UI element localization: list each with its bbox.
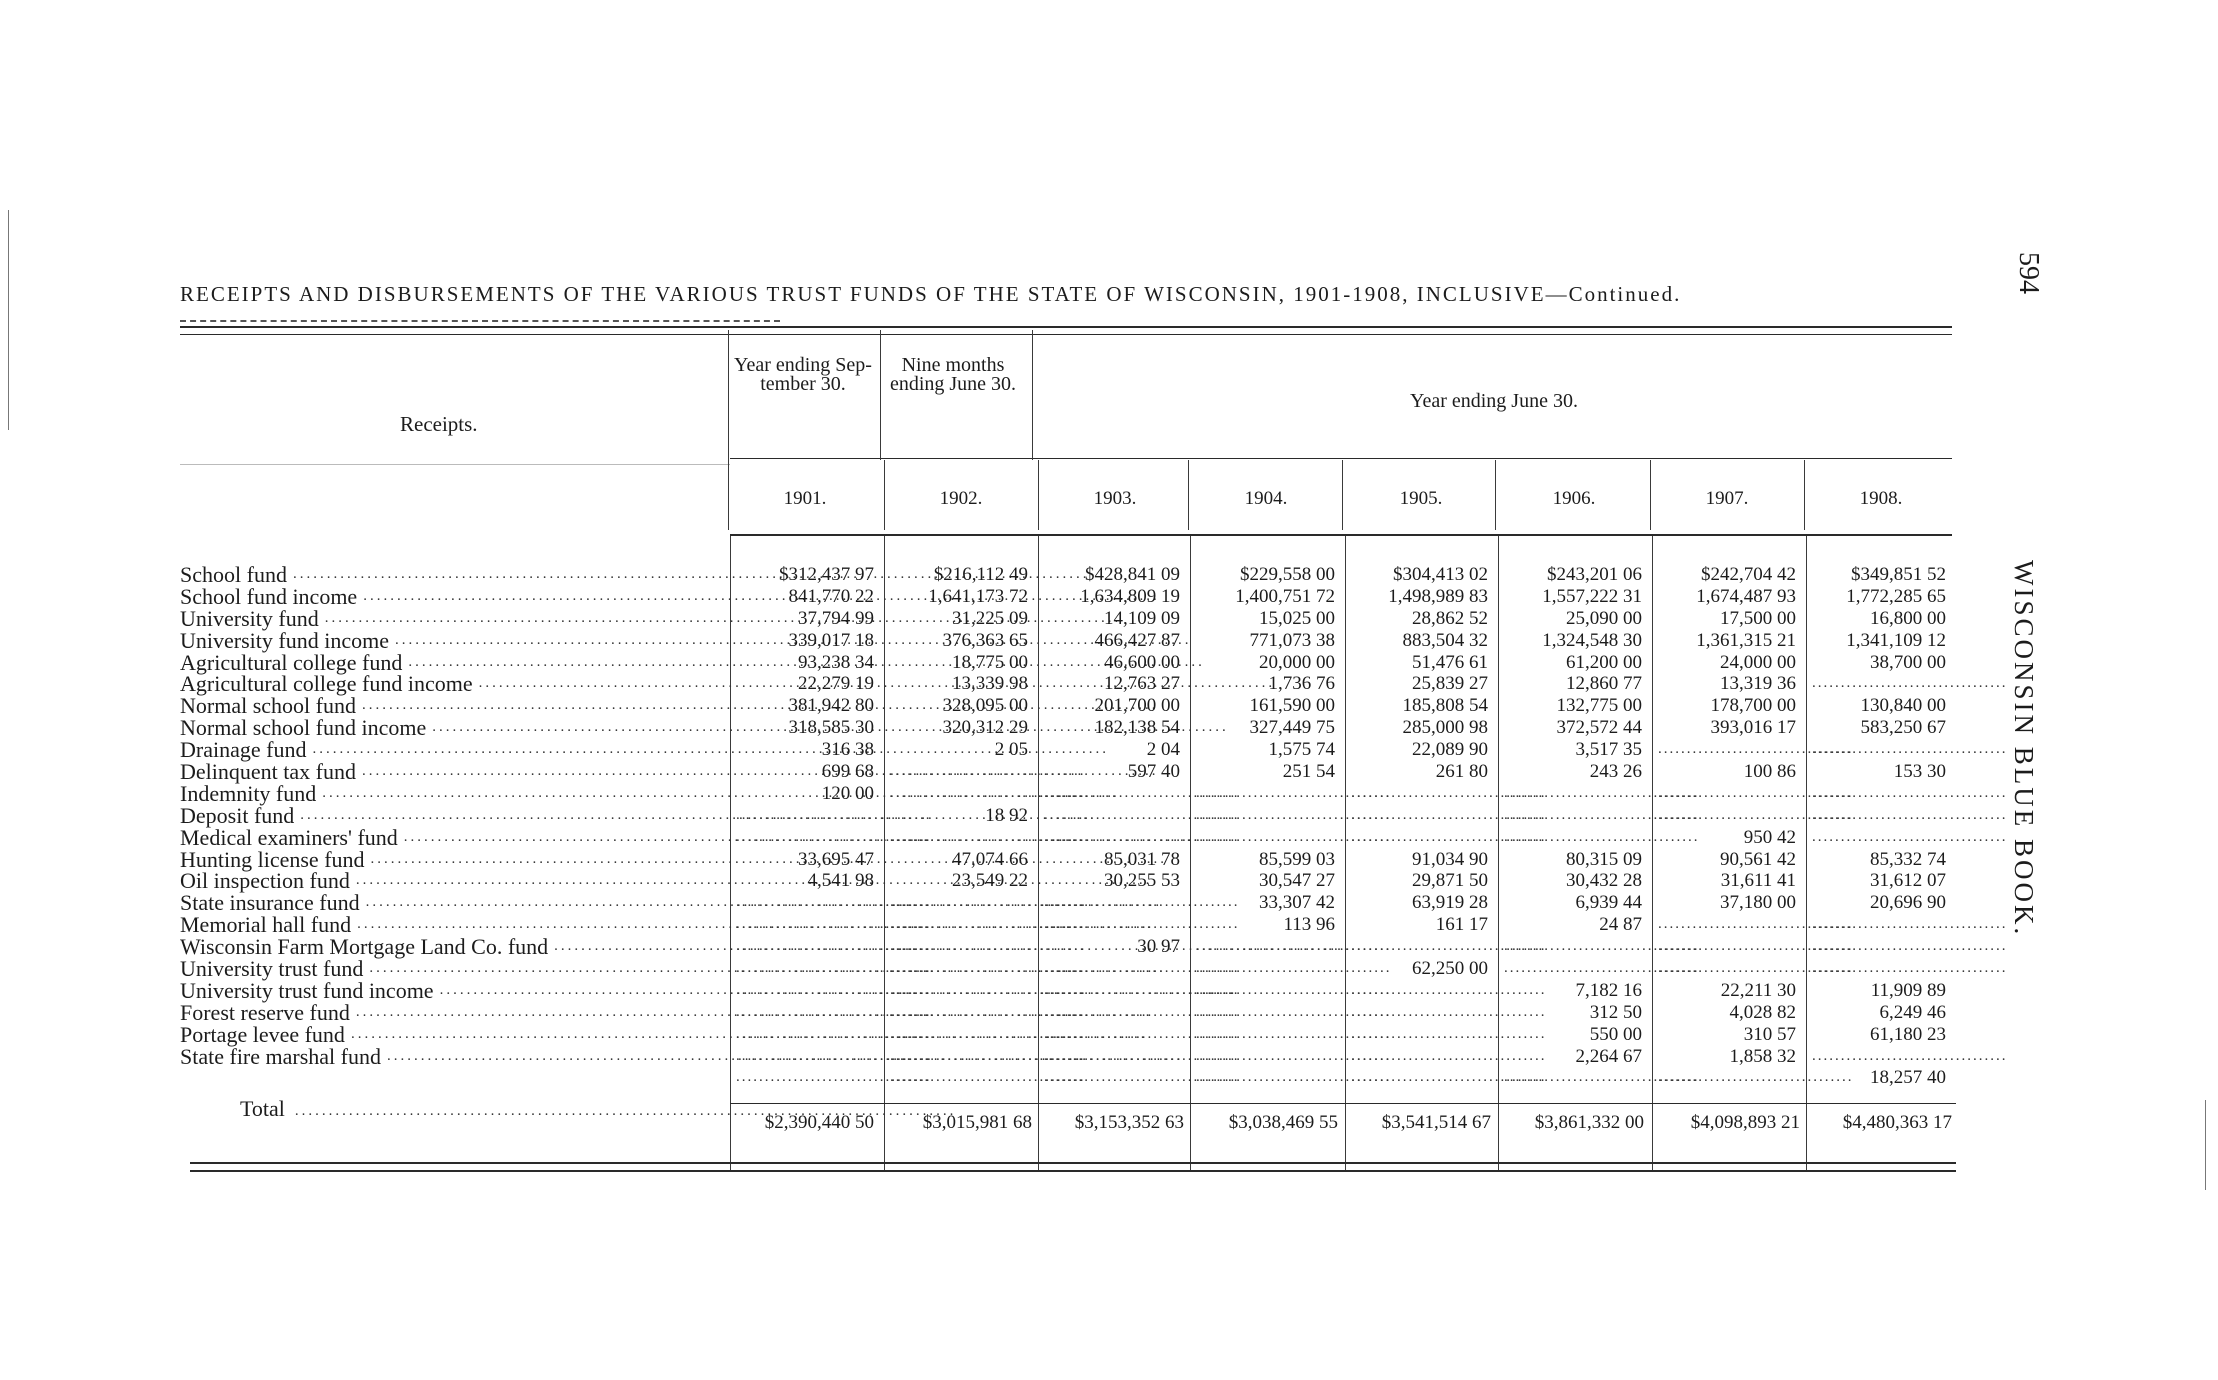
row-label-text: Wisconsin Farm Mortgage Land Co. fund: [180, 934, 549, 960]
empty-cell-dots: ..................................: [1812, 1047, 2008, 1064]
col-1901: [730, 564, 932, 1089]
table-cell: 13,319 36: [1720, 673, 1796, 695]
bottom-rule: [190, 1162, 1956, 1164]
empty-cell-dots: ..................................: [1351, 1025, 1547, 1042]
row-header: Receipts.: [400, 412, 478, 436]
row-label-text: Oil inspection fund: [180, 868, 350, 894]
row-label: [180, 627, 728, 653]
table-cell: 376,363 65: [942, 629, 1028, 651]
year-1907: 1907.: [1705, 488, 1749, 509]
empty-cell-dots: ..................................: [1812, 806, 2008, 823]
empty-cell-dots: ..................................: [736, 960, 932, 977]
table-cell: 46,600 00: [1104, 651, 1180, 673]
empty-cell-dots: ..................................: [1351, 938, 1547, 955]
table-cell: 327,449 75: [1249, 717, 1335, 739]
col-header-year-ending: Year ending June 30.: [1410, 390, 1578, 412]
row-label: [180, 1067, 728, 1089]
empty-cell-dots: ..................................: [1196, 784, 1392, 801]
table-cell: 883,504 32: [1402, 629, 1488, 651]
table-cell: 85,332 74: [1870, 848, 1946, 870]
empty-cell-dots: ..................................: [736, 1003, 932, 1020]
table-cell: 30,547 27: [1259, 870, 1335, 892]
col-header-sep30: Year ending Sep- tember 30.: [734, 354, 872, 395]
row-label-text: University fund income: [180, 627, 389, 653]
empty-cell-dots: ..................................: [736, 938, 932, 955]
empty-cell-dots: ..................................: [1658, 784, 1854, 801]
table-cell: 1,858 32: [1729, 1045, 1796, 1067]
table-cell: 25,090 00: [1566, 607, 1642, 629]
empty-cell-dots: ..................................: [1351, 828, 1547, 845]
total-label-text: Total: [240, 1096, 285, 1121]
table-cell: 310 57: [1743, 1023, 1796, 1045]
row-label-text: Forest reserve fund: [180, 999, 350, 1025]
table-cell: 6,939 44: [1575, 892, 1642, 914]
total-1901: $2,390,440 50: [764, 1112, 874, 1133]
table-cell: 1,400,751 72: [1235, 585, 1335, 607]
empty-cell-dots: ..................................: [1504, 938, 1700, 955]
table-cell: 132,775 00: [1556, 695, 1642, 717]
table-cell: 22,089 90: [1412, 739, 1488, 761]
table-cell: $242,704 42: [1701, 564, 1796, 585]
table-cell: 80,315 09: [1566, 848, 1642, 870]
row-label-text: State fire marshal fund: [180, 1043, 381, 1069]
vline: [1032, 330, 1033, 460]
row-label: [180, 717, 728, 739]
empty-cell-dots: ..................................: [1812, 828, 2008, 845]
table-cell: 1,498,989 83: [1388, 585, 1488, 607]
row-label: [180, 761, 728, 783]
table-cell: 25,839 27: [1412, 673, 1488, 695]
header-divider: [730, 458, 1952, 459]
table-cell: 381,942 80: [788, 695, 874, 717]
table-cell: 33,307 42: [1259, 892, 1335, 914]
table-cell: $229,558 00: [1240, 564, 1335, 585]
vline: [1038, 460, 1039, 530]
table-cell: 30,432 28: [1566, 870, 1642, 892]
vline: [1495, 460, 1496, 530]
margin-mark: [2205, 1100, 2206, 1190]
col-1905: [1345, 564, 1547, 1089]
table-cell: 18 92: [985, 804, 1028, 826]
empty-cell-dots: ..................................: [736, 806, 932, 823]
table-cell: 261 80: [1435, 761, 1488, 783]
empty-cell-dots: ..................................: [736, 1069, 932, 1086]
table-cell: 37,180 00: [1720, 892, 1796, 914]
table-cell: 320,312 29: [942, 717, 1028, 739]
empty-cell-dots: ..................................: [1658, 1069, 1854, 1086]
empty-cell-dots: ..................................: [1044, 1003, 1240, 1020]
table-cell: 316 38: [821, 739, 874, 761]
row-label: [180, 892, 728, 914]
col-header-nine-months: Nine months ending June 30.: [889, 354, 1017, 395]
vline: [1188, 460, 1189, 530]
empty-cell-dots: ..................................: [1044, 1025, 1240, 1042]
table-cell: 130,840 00: [1860, 695, 1946, 717]
header-left-divider: [180, 464, 730, 465]
total-label: [240, 1096, 728, 1126]
table-cell: 182,138 54: [1094, 717, 1180, 739]
empty-cell-dots: ..................................: [736, 981, 932, 998]
empty-cell-dots: ..................................: [1351, 806, 1547, 823]
table-cell: 24 87: [1599, 914, 1642, 936]
year-1904: 1904.: [1244, 488, 1288, 509]
empty-cell-dots: ..................................: [1351, 1003, 1547, 1020]
row-label-text: State insurance fund: [180, 890, 360, 916]
table-cell: 12,763 27: [1104, 673, 1180, 695]
empty-cell-dots: ..................................: [1196, 1025, 1392, 1042]
table-cell: 11,909 89: [1870, 979, 1946, 1001]
table-cell: 31,611 41: [1720, 870, 1796, 892]
row-label: [180, 1021, 728, 1047]
table-cell: 2,264 67: [1575, 1045, 1642, 1067]
table-cell: 161,590 00: [1249, 695, 1335, 717]
empty-cell-dots: ..................................: [1196, 828, 1392, 845]
margin-mark: [8, 210, 9, 430]
empty-cell-dots: ..................................: [1812, 784, 2008, 801]
row-label: [180, 914, 728, 936]
row-labels: [180, 564, 728, 1089]
empty-cell-dots: ..................................: [1658, 960, 1854, 977]
empty-cell-dots: ..................................: [1196, 1047, 1392, 1064]
table-cell: 1,736 76: [1268, 673, 1335, 695]
row-label: [180, 936, 728, 958]
table-cell: 6,249 46: [1879, 1001, 1946, 1023]
empty-cell-dots: ..................................: [736, 894, 932, 911]
table-title: RECEIPTS AND DISBURSEMENTS OF THE VARIOUS TRUST FUNDS OF THE STATE OF WISCONSIN, 1901-1908, INCLUSIVE—Continued.: [180, 282, 1682, 306]
year-1905: 1905.: [1399, 488, 1443, 509]
table-cell: 20,696 90: [1870, 892, 1946, 914]
table-cell: 100 86: [1743, 761, 1796, 783]
empty-cell-dots: ..................................: [890, 1025, 1086, 1042]
empty-cell-dots: ..................................: [1812, 916, 2008, 933]
table-cell: 38,700 00: [1870, 651, 1946, 673]
table-cell: 583,250 67: [1860, 717, 1946, 739]
table-cell: 15,025 00: [1259, 607, 1335, 629]
table-cell: 62,250 00: [1412, 958, 1488, 980]
table-cell: 51,476 61: [1412, 651, 1488, 673]
table-cell: 37,794 99: [798, 607, 874, 629]
empty-cell-dots: ..................................: [890, 1003, 1086, 1020]
empty-cell-dots: ..................................: [890, 916, 1086, 933]
row-label: [180, 824, 728, 850]
row-label-text: Medical examiners' fund: [180, 824, 398, 850]
row-label-text: University trust fund: [180, 956, 364, 982]
empty-cell-dots: ..................................: [890, 763, 1086, 780]
empty-cell-dots: ..................................: [736, 916, 932, 933]
vline: [1342, 460, 1343, 530]
table-cell: $428,841 09: [1085, 564, 1180, 585]
year-1902: 1902.: [939, 488, 983, 509]
table-cell: 61,200 00: [1566, 651, 1642, 673]
table-cell: 4,028 82: [1729, 1001, 1796, 1023]
row-label: [180, 695, 728, 717]
empty-cell-dots: ..................................: [890, 981, 1086, 998]
empty-cell-dots: ..................................: [1351, 1047, 1547, 1064]
table-cell: 243 26: [1589, 761, 1642, 783]
row-label-text: Normal school fund income: [180, 715, 427, 741]
top-rule-2: [180, 334, 1952, 335]
empty-cell-dots: ..................................: [1044, 916, 1240, 933]
col-1904: [1190, 564, 1392, 1089]
vline: [880, 330, 881, 460]
table-cell: 771,073 38: [1249, 629, 1335, 651]
empty-cell-dots: ..................................: [1044, 1047, 1240, 1064]
running-head: WISCONSIN BLUE BOOK.: [2009, 560, 2039, 938]
table-cell: 2 04: [1146, 739, 1180, 761]
table-cell: 91,034 90: [1412, 848, 1488, 870]
year-1901: 1901.: [783, 488, 827, 509]
table-cell: 23,549 22: [952, 870, 1028, 892]
empty-cell-dots: ..................................: [1658, 741, 1854, 758]
bottom-rule-2: [190, 1170, 1956, 1172]
empty-cell-dots: ..................................: [1351, 981, 1547, 998]
table-cell: 93,238 34: [798, 651, 874, 673]
top-rule: [180, 326, 1952, 328]
empty-cell-dots: ..................................: [1504, 806, 1700, 823]
row-label-text: Deposit fund: [180, 802, 295, 828]
top-dashed-rule: [180, 320, 780, 322]
total-1906: $3,861,332 00: [1534, 1112, 1644, 1133]
table-cell: 85,599 03: [1259, 848, 1335, 870]
year-1903: 1903.: [1093, 488, 1137, 509]
col-1906: [1498, 564, 1700, 1089]
empty-cell-dots: ..................................: [1044, 981, 1240, 998]
empty-cell-dots: ..................................: [890, 894, 1086, 911]
empty-cell-dots: ..................................: [1196, 1069, 1392, 1086]
row-label-text: Drainage fund: [180, 737, 307, 763]
table-cell: 1,641,173 72: [928, 585, 1028, 607]
table-cell: 22,279 19: [798, 673, 874, 695]
table-cell: 13,339 98: [952, 673, 1028, 695]
empty-cell-dots: ..................................: [736, 828, 932, 845]
table-cell: 318,585 30: [788, 717, 874, 739]
empty-cell-dots: ..................................: [1812, 675, 2008, 692]
table-cell: 339,017 18: [788, 629, 874, 651]
table-cell: 1,324,548 30: [1542, 629, 1642, 651]
row-label-text: Hunting license fund: [180, 846, 365, 872]
row-label-text: Normal school fund: [180, 693, 356, 719]
row-label-text: Portage levee fund: [180, 1021, 345, 1047]
table-cell: 841,770 22: [788, 585, 874, 607]
empty-cell-dots: ..................................: [1196, 938, 1392, 955]
row-label: [180, 605, 728, 631]
empty-cell-dots: ..................................: [1351, 784, 1547, 801]
vline: [1650, 460, 1651, 530]
empty-cell-dots: ..................................: [736, 1047, 932, 1064]
col-1907: [1652, 564, 1854, 1089]
table-cell: $349,851 52: [1851, 564, 1946, 585]
row-label-text: University trust fund income: [180, 977, 434, 1003]
row-label: [180, 780, 728, 806]
empty-cell-dots: ..................................: [890, 1047, 1086, 1064]
table-cell: 18,775 00: [952, 651, 1028, 673]
row-label-text: Indemnity fund: [180, 780, 317, 806]
empty-cell-dots: ..................................: [890, 828, 1086, 845]
table-cell: 90,561 42: [1720, 848, 1796, 870]
empty-cell-dots: ..................................: [890, 784, 1086, 801]
row-label: [180, 1043, 728, 1069]
table-cell: 14,109 09: [1104, 607, 1180, 629]
empty-cell-dots: ..................................: [1504, 960, 1700, 977]
table-cell: 47,074 66: [952, 848, 1028, 870]
table-cell: 178,700 00: [1710, 695, 1796, 717]
row-label: [180, 564, 728, 586]
empty-cell-dots: ..................................: [1504, 784, 1700, 801]
table-cell: 201,700 00: [1094, 695, 1180, 717]
table-cell: 61,180 23: [1870, 1023, 1946, 1045]
table-cell: $304,413 02: [1393, 564, 1488, 585]
table-cell: 18,257 40: [1870, 1067, 1946, 1089]
row-label: [180, 649, 728, 675]
empty-cell-dots: ..................................: [1658, 806, 1854, 823]
table-cell: $243,201 06: [1547, 564, 1642, 585]
table-cell: 30,255 53: [1104, 870, 1180, 892]
year-1906: 1906.: [1552, 488, 1596, 509]
table-cell: 33,695 47: [798, 848, 874, 870]
total-1907: $4,098,893 21: [1690, 1112, 1800, 1133]
table-cell: 328,095 00: [942, 695, 1028, 717]
row-label: [180, 739, 728, 761]
empty-cell-dots: ..................................: [1504, 1069, 1700, 1086]
table-cell: 550 00: [1589, 1023, 1642, 1045]
table-cell: 12,860 77: [1566, 673, 1642, 695]
table-cell: 4,541 98: [807, 870, 874, 892]
table-cell: 7,182 16: [1575, 979, 1642, 1001]
table-cell: 1,341,109 12: [1846, 629, 1946, 651]
row-label-text: Agricultural college fund: [180, 649, 403, 675]
table-cell: 113 96: [1283, 914, 1335, 936]
empty-cell-dots: ..................................: [1658, 916, 1854, 933]
table-cell: 1,674,487 93: [1696, 585, 1796, 607]
row-label: [180, 846, 728, 872]
empty-cell-dots: ..................................: [1196, 1003, 1392, 1020]
table-cell: 20,000 00: [1259, 651, 1335, 673]
empty-cell-dots: ..................................: [1196, 806, 1392, 823]
empty-cell-dots: ..................................: [1044, 828, 1240, 845]
table-cell: 161 17: [1435, 914, 1488, 936]
empty-cell-dots: ..................................: [736, 1025, 932, 1042]
empty-cell-dots: ..................................: [1196, 981, 1392, 998]
table-cell: 22,211 30: [1720, 979, 1796, 1001]
row-label-text: School fund: [180, 562, 287, 587]
vline: [884, 460, 885, 530]
table-cell: 3,517 35: [1575, 739, 1642, 761]
row-label-text: Memorial hall fund: [180, 912, 352, 938]
table-cell: 393,016 17: [1710, 717, 1796, 739]
row-label: [180, 977, 728, 1003]
empty-cell-dots: ..................................: [1658, 938, 1854, 955]
table-cell: $216,112 49: [933, 564, 1028, 585]
table-cell: 1,575 74: [1268, 739, 1335, 761]
empty-cell-dots: ..................................: [1812, 741, 2008, 758]
table-cell: 466,427 87: [1094, 629, 1180, 651]
year-1908: 1908.: [1859, 488, 1903, 509]
empty-cell-dots: ..................................: [1351, 1069, 1547, 1086]
empty-cell-dots: ..................................: [890, 1069, 1086, 1086]
total-1902: $3,015,981 68: [922, 1112, 1032, 1133]
empty-cell-dots: ..................................: [1044, 960, 1240, 977]
vline: [728, 330, 729, 460]
table-cell: 1,557,222 31: [1542, 585, 1642, 607]
row-label: [180, 958, 728, 980]
table-cell: $312,437 97: [779, 564, 874, 585]
total-1905: $3,541,514 67: [1381, 1112, 1491, 1133]
empty-cell-dots: ..................................: [1044, 894, 1240, 911]
total-1903: $3,153,352 63: [1074, 1112, 1184, 1133]
table-cell: 2 05: [994, 739, 1028, 761]
empty-cell-dots: ..................................: [1044, 784, 1240, 801]
table-cell: 1,634,809 19: [1080, 585, 1180, 607]
empty-cell-dots: ..................................: [1812, 938, 2008, 955]
vline: [728, 460, 729, 530]
col-1902: [884, 564, 1086, 1089]
row-label-text: Agricultural college fund income: [180, 671, 473, 697]
table-cell: 31,225 09: [952, 607, 1028, 629]
vline: [1804, 460, 1805, 530]
empty-cell-dots: ..................................: [1812, 960, 2008, 977]
page-number: 594: [2013, 252, 2044, 294]
table-cell: 950 42: [1743, 826, 1796, 848]
table-cell: 28,862 52: [1412, 607, 1488, 629]
row-label-text: University fund: [180, 605, 319, 631]
row-label: [180, 673, 728, 695]
row-label: [180, 999, 728, 1025]
row-label-text: Delinquent tax fund: [180, 759, 356, 785]
empty-cell-dots: ..................................: [1196, 960, 1392, 977]
table-cell: 17,500 00: [1720, 607, 1796, 629]
table-cell: 597 40: [1127, 761, 1180, 783]
header-bottom-rule: [730, 534, 1952, 536]
table-cell: 1,361,315 21: [1696, 629, 1796, 651]
table-cell: 312 50: [1589, 1001, 1642, 1023]
empty-cell-dots: ..................................: [1044, 1069, 1240, 1086]
row-label: [180, 870, 728, 892]
table-cell: 1,772,285 65: [1846, 585, 1946, 607]
total-1908: $4,480,363 17: [1842, 1112, 1952, 1133]
table-cell: 30 97: [1137, 936, 1180, 958]
empty-cell-dots: ..................................: [890, 960, 1086, 977]
table-cell: 372,572 44: [1556, 717, 1642, 739]
table-cell: 153 30: [1893, 761, 1946, 783]
table-cell: 85,031 78: [1104, 848, 1180, 870]
table-cell: 29,871 50: [1412, 870, 1488, 892]
empty-cell-dots: ..................................: [1504, 828, 1700, 845]
table-cell: 120 00: [821, 782, 874, 804]
total-1904: $3,038,469 55: [1228, 1112, 1338, 1133]
table-cell: 31,612 07: [1870, 870, 1946, 892]
row-label-text: School fund income: [180, 583, 358, 609]
table-cell: 699 68: [821, 761, 874, 783]
table-cell: 63,919 28: [1412, 892, 1488, 914]
table-cell: 16,800 00: [1870, 607, 1946, 629]
row-label: [180, 802, 728, 828]
empty-cell-dots: ..................................: [1044, 806, 1240, 823]
table-cell: 24,000 00: [1720, 651, 1796, 673]
col-1903: [1038, 564, 1240, 1089]
table-cell: 285,000 98: [1402, 717, 1488, 739]
table-cell: 185,808 54: [1402, 695, 1488, 717]
row-label: [180, 583, 728, 609]
table-cell: 251 54: [1282, 761, 1335, 783]
col-1908: [1806, 564, 2008, 1089]
empty-cell-dots: ..................................: [890, 938, 1086, 955]
